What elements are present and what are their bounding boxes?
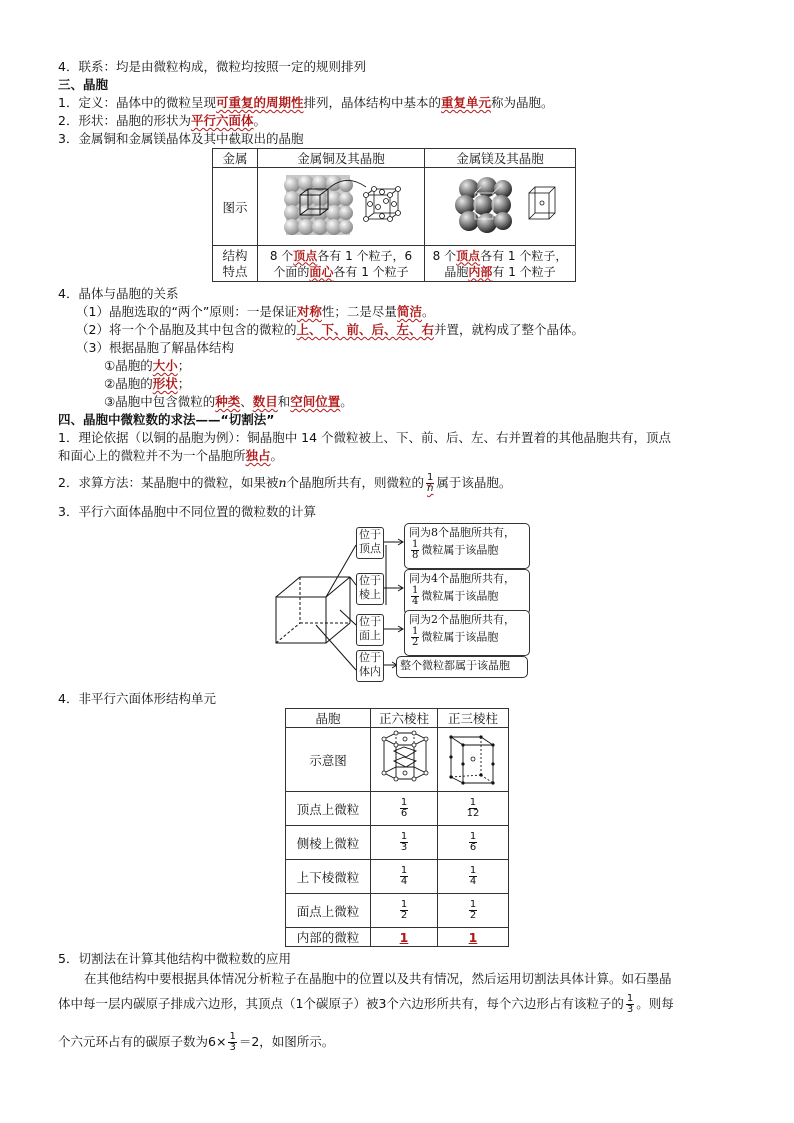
mg-feature-line-1 — [428, 248, 572, 264]
application-para-2 — [58, 994, 674, 1015]
t2-header-hex: 正六棱柱 — [371, 709, 438, 728]
mg-feature-cell — [425, 246, 576, 282]
face-den: 2 — [412, 637, 419, 648]
t2-header-tri: 正三棱柱 — [438, 709, 509, 728]
t2-tri-num-3: 1 — [469, 899, 477, 910]
application-heading: 5．切割法在计算其他结构中微粒数的应用 — [58, 951, 291, 966]
shape2-line — [104, 375, 190, 393]
c3-c: 、 — [240, 394, 253, 409]
p1-concise: 简洁 — [396, 304, 422, 319]
t2-row-label-0: 顶点上微粒 — [286, 792, 371, 826]
t2-inner-tri: 1 — [438, 928, 509, 947]
arrow-edge — [384, 584, 404, 592]
non-parallelepiped-line: 4．非平行六面体形结构单元 — [58, 691, 216, 706]
contents-line — [104, 393, 353, 411]
t2-hex-den-2: 4 — [400, 876, 408, 887]
t2-diagram-label: 示意图 — [286, 728, 371, 792]
vertex-text-b: 微粒属于该晶胞 — [421, 543, 499, 557]
mg-figure-cell — [425, 168, 576, 246]
t2-hex-num-3: 1 — [400, 899, 408, 910]
c3-e: 和 — [277, 394, 291, 409]
principle-line — [76, 303, 434, 321]
t2-hex-val-0 — [371, 792, 438, 826]
app-p3-den: 3 — [229, 1042, 236, 1053]
mg-1c: 各有 1 个粒子， — [480, 248, 568, 263]
c3-position: 空间位置 — [290, 394, 341, 409]
app-p2b: 。则每 — [636, 996, 674, 1011]
t2-hex-val-2 — [371, 860, 438, 894]
vertex-fraction — [411, 540, 419, 561]
face-num: 1 — [412, 626, 419, 637]
face-text-a: 同为2个晶胞所共有， — [409, 613, 515, 626]
t2-row-label-2: 上下棱微粒 — [286, 860, 371, 894]
cu-face-center: 面心 — [309, 264, 334, 279]
vertex-text-line2 — [409, 540, 525, 561]
metal-intro-line: 3．金属铜和金属镁晶体及其中截取出的晶胞 — [58, 131, 304, 146]
copper-unit-cell — [364, 187, 401, 222]
th-b: 和面心上的微粒并不为一个晶胞所 — [58, 448, 246, 463]
edge-text-b: 微粒属于该晶胞 — [421, 589, 499, 603]
body-box: 整个微粒都属于该晶胞 — [396, 656, 528, 678]
tri-prism-figure — [443, 729, 503, 787]
calc-c: 属于该晶胞。 — [436, 475, 512, 490]
t2-hex-frac-0 — [400, 798, 408, 819]
c3-a: ③晶胞中包含微粒的 — [104, 394, 216, 409]
edge-text-line2 — [409, 586, 525, 607]
edge-num: 1 — [412, 585, 419, 596]
cu-1a: 8 个 — [269, 248, 294, 263]
p1-c: 性；二是尽量 — [321, 304, 397, 319]
p1-symmetry: 对称 — [296, 304, 322, 319]
t2-tri-val-2 — [438, 860, 509, 894]
magnesium-sphere-cluster — [455, 177, 512, 233]
mg-feature-line-2 — [428, 264, 572, 280]
copper-sphere-cluster — [284, 175, 353, 235]
relation-line: 4．联系：均是由微粒构成，微粒均按照一定的规则排列 — [58, 59, 366, 74]
t1-feature-1: 结构 — [222, 247, 248, 263]
p2-c: 并置，就构成了整个晶体。 — [433, 322, 584, 337]
t1-header-metal: 金属 — [213, 149, 258, 168]
face-text-line2 — [409, 627, 525, 648]
t2-tri-val-1 — [438, 826, 509, 860]
t2-tri-val-0 — [438, 792, 509, 826]
t2-header-cell: 晶胞 — [286, 709, 371, 728]
t2-hex-frac-3 — [400, 900, 408, 921]
calc-n: n — [278, 475, 287, 490]
t1-row-feature-label — [213, 246, 258, 282]
hex-prism-figure-cell — [371, 728, 438, 792]
edge-den: 4 — [412, 596, 419, 607]
cu-feature-cell — [258, 246, 425, 282]
section-3-heading: 三、晶胞 — [58, 77, 109, 92]
vertex-text-a: 同为8个晶胞所共有， — [409, 526, 515, 539]
t2-hex-num-1: 1 — [400, 831, 408, 842]
pos-edge-label: 位于棱上 — [356, 573, 384, 605]
p1-e: 。 — [421, 304, 435, 319]
t2-hex-frac-1 — [400, 832, 408, 853]
metal-cell-table — [212, 148, 576, 282]
t2-tri-den-0: 12 — [466, 808, 480, 819]
mg-2a: 晶胞 — [444, 264, 469, 279]
t2-tri-frac-2 — [469, 866, 477, 887]
calc-b: 个晶胞所共有，则微粒的 — [286, 475, 425, 490]
t2-hex-num-0: 1 — [400, 797, 408, 808]
hex-prism-figure — [374, 729, 434, 787]
t2-tri-den-3: 2 — [469, 910, 477, 921]
calc-fraction-num: 1 — [427, 472, 434, 483]
c2-c: ； — [177, 376, 191, 391]
vertex-box — [404, 523, 530, 569]
t2-tri-den-2: 4 — [469, 876, 477, 887]
p1-a: （1）晶胞选取的“两个”原则：一是保证 — [76, 304, 297, 319]
cu-1c: 各有 1 个粒子，6 — [317, 248, 413, 263]
def-e: 称为晶胞。 — [491, 95, 554, 110]
calc-fraction-den: n — [427, 483, 434, 494]
mg-interior: 内部 — [468, 264, 493, 279]
t2-inner-hex: 1 — [371, 928, 438, 947]
t2-hex-frac-2 — [400, 866, 408, 887]
definition-line — [58, 94, 554, 112]
c1-c: ； — [177, 358, 191, 373]
t2-tri-frac-0 — [466, 798, 481, 819]
understand-line: （3）根据晶胞了解晶体结构 — [76, 340, 234, 355]
calc-a: 2．求算方法：某晶胞中的微粒，如果被 — [58, 475, 279, 490]
face-text-b: 微粒属于该晶胞 — [421, 630, 499, 644]
pos-body-label: 位于体内 — [356, 650, 384, 682]
app-p3-fraction — [228, 1032, 236, 1053]
t2-hex-den-3: 2 — [400, 910, 408, 921]
c1-size: 大小 — [152, 358, 178, 373]
app-p2a: 体中每一层内碳原子排成六边形，其顶点（1个碳原子）被3个六边形所共有，每个六边形占有该粒子的 — [58, 996, 624, 1011]
t1-feature-2: 特点 — [222, 263, 248, 279]
pos-vertex-label: 位于顶点 — [356, 527, 384, 559]
vertex-den: 8 — [412, 550, 419, 561]
c1-a: ①晶胞的 — [104, 358, 153, 373]
application-para-3 — [58, 1032, 334, 1053]
app-p3-num: 1 — [229, 1031, 236, 1042]
size-line — [104, 357, 190, 375]
c3-g: 。 — [340, 394, 353, 409]
arrow-face — [384, 625, 404, 633]
copper-crystal-figure — [266, 169, 416, 241]
calc-fraction — [426, 473, 434, 494]
t2-row-label-1: 侧棱上微粒 — [286, 826, 371, 860]
calc-line — [58, 473, 511, 494]
edge-text-a: 同为4个晶胞所共有， — [409, 572, 515, 585]
def-c: 排列，晶体结构中基本的 — [303, 95, 441, 110]
t2-hex-val-1 — [371, 826, 438, 860]
app-p2-den: 3 — [626, 1004, 634, 1015]
pos-face-label: 位于面上 — [356, 614, 384, 646]
p2-directions: 上、下、前、后、左、右 — [296, 322, 434, 337]
t1-header-cu: 金属铜及其晶胞 — [258, 149, 425, 168]
section-4-heading: 四、晶胞中微粒数的求法——“切割法” — [58, 412, 275, 427]
edge-box — [404, 569, 530, 615]
t2-hex-val-3 — [371, 894, 438, 928]
def-repeat-unit: 重复单元 — [441, 95, 492, 110]
parallelepiped-line: 3．平行六面体晶胞中不同位置的微粒数的计算 — [58, 504, 316, 519]
t2-tri-frac-3 — [469, 900, 477, 921]
t1-header-mg: 金属镁及其晶胞 — [425, 149, 576, 168]
t2-tri-num-0: 1 — [469, 797, 477, 808]
magnesium-unit-cell — [529, 187, 555, 219]
mg-2c: 有 1 个粒子 — [492, 264, 556, 279]
shape-line — [58, 112, 266, 130]
def-periodic: 可重复的周期性 — [215, 95, 304, 110]
c2-a: ②晶胞的 — [104, 376, 153, 391]
shape-parallelepiped: 平行六面体 — [190, 113, 254, 128]
t2-tri-val-3 — [438, 894, 509, 928]
t2-hex-den-0: 6 — [400, 808, 408, 819]
app-p2-num: 1 — [626, 993, 634, 1004]
t1-row-image-label: 图示 — [213, 168, 258, 246]
shape-c: 。 — [253, 113, 266, 128]
magnesium-crystal-figure — [435, 169, 565, 241]
t2-hex-den-1: 3 — [400, 842, 408, 853]
def-a: 1．定义：晶体中的微粒呈现 — [58, 95, 216, 110]
edge-fraction — [411, 586, 419, 607]
relation-heading: 4．晶体与晶胞的关系 — [58, 286, 179, 301]
t2-tri-num-2: 1 — [469, 865, 477, 876]
vertex-num: 1 — [412, 539, 419, 550]
theory-line-2 — [58, 447, 283, 465]
mg-1a: 8 个 — [432, 248, 457, 263]
c3-kinds: 种类 — [215, 394, 241, 409]
cu-figure-cell — [258, 168, 425, 246]
face-fraction — [411, 627, 419, 648]
t2-row-label-3: 面点上微粒 — [286, 894, 371, 928]
t2-tri-frac-1 — [469, 832, 477, 853]
face-box — [404, 610, 530, 656]
arrow-vertex — [384, 538, 404, 546]
t2-inner-label: 内部的微粒 — [286, 928, 371, 947]
cu-2a: 个面的 — [273, 264, 310, 279]
juxtapose-line — [76, 321, 584, 339]
c3-number: 数目 — [252, 394, 278, 409]
app-p3b: ＝2，如图所示。 — [238, 1034, 335, 1049]
cu-feature-line-1 — [261, 248, 421, 264]
theory-line-1: 1．理论依据（以铜的晶胞为例）：铜晶胞中 14 个微粒被上、下、前、后、左、右并置着的其他晶胞共有，顶点 — [58, 430, 672, 445]
cu-2c: 各有 1 个粒子 — [333, 264, 409, 279]
tri-prism-figure-cell — [438, 728, 509, 792]
p2-a: （2）将一个个晶胞及其中包含的微粒的 — [76, 322, 297, 337]
app-p3a: 个六元环占有的碳原子数为6× — [58, 1034, 227, 1049]
t2-hex-num-2: 1 — [400, 865, 408, 876]
mg-vertex: 顶点 — [456, 248, 481, 263]
application-para-1: 在其他结构中要根据具体情况分析粒子在晶胞中的位置以及共有情况，然后运用切割法具体计算。如石墨晶 — [84, 971, 672, 986]
cu-vertex: 顶点 — [293, 248, 318, 263]
t2-tri-num-1: 1 — [469, 831, 477, 842]
cu-feature-line-2 — [261, 264, 421, 280]
app-p2-fraction — [626, 994, 634, 1015]
th-d: 。 — [270, 448, 284, 463]
shape-a: 2．形状：晶胞的形状为 — [58, 113, 191, 128]
th-exclusive: 独占 — [245, 448, 271, 463]
c2-shape: 形状 — [152, 376, 178, 391]
t2-tri-den-1: 6 — [469, 842, 477, 853]
prism-table — [285, 708, 509, 947]
